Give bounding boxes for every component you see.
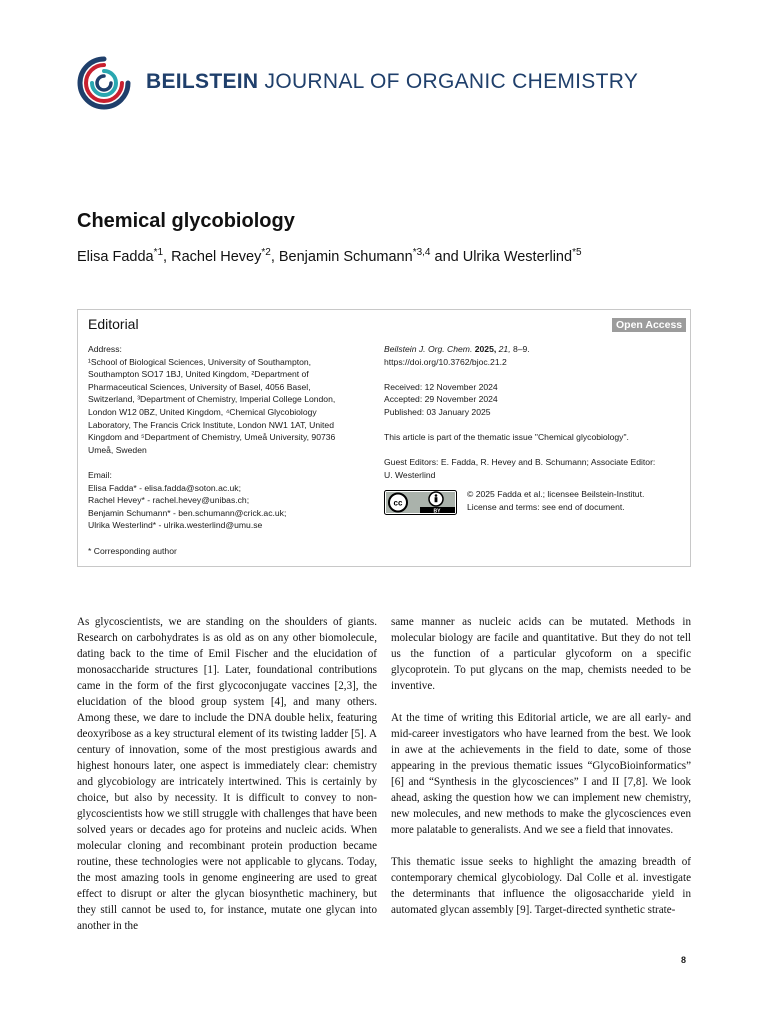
body-paragraph: same manner as nucleic acids can be mutated. Methods in molecular biology are facile and quantitative. But they do not tell us the function of a particular glycoform on a specific glycoprotein. To put glycans on the map, chemists needed to be inventive. [391, 616, 691, 692]
article-type-heading: Editorial [88, 316, 139, 332]
body-column-left [77, 614, 377, 950]
author-name: Ulrika Westerlind [462, 248, 573, 265]
thematic-issue-note: This article is part of the thematic issue "Chemical glycobiology". [384, 432, 629, 443]
address-line: Pharmaceutical Sciences, University of Basel, 4056 Basel, [88, 381, 311, 392]
email-line[interactable]: Rachel Hevey* - rachel.hevey@unibas.ch; [88, 495, 250, 506]
body-paragraph: At the time of writing this Editorial article, we are all early- and mid-career investigators who have learned from the best. We look in awe at the achievements in the field to date, some of those appearing in the previous thematic issues “GlycoBioinformatics” [6] and “Synthesis in the glycosciences” I and II [7,8]. We look ahead, asking the question how we can implement new chemistry, new molecules, and new methods to make the glycosciences even more palatable to generalists. And we see a field that innovates. [391, 712, 691, 836]
license-text: © 2025 Fadda et al.; licensee Beilstein-Institut. License and terms: see end of document. [467, 489, 645, 512]
cc-by-license-icon [384, 490, 457, 515]
article-title: Chemical glycobiology [77, 210, 295, 232]
author-list: Elisa Fadda$^{*1}$, Rachel Hevey$^{*2}$, Benjamin Schumann$^{*3,4}$ and Ulrika Westerlind$^{*5}$ [77, 247, 582, 265]
address-block: Address: ¹School of Biological Sciences, University of Southampton, Southampton SO17 1BJ, United Kingdom, ²Department of Pharmaceutical Sciences, University of Basel, 4056 Basel, Switzerland, ³Department of Chemistry, Imperial College London, London W12 0BZ, United Kingdom, ⁴Chemical Glycobiology Laboratory, The Francis Crick Institute, London NW1 1AT, United Kingdom and ⁵Department of Chemistry, Umeå University, 90736 Umeå, Sweden Email: Elisa Fadda* - elisa.fadda@soton.ac.uk; Rachel Hevey* - rachel.hevey@unibas.ch; Benjamin Schumann* - ben.schumann@crick.ac.uk; Ulrika Westerlind* - ulrika.westerlind@umu.se * Corresponding author [88, 343, 368, 557]
journal-title: BEILSTEIN JOURNAL OF ORGANIC CHEMISTRY [146, 70, 639, 93]
author-name: Rachel Hevey [171, 248, 262, 265]
svg-text:BY: BY [433, 508, 441, 515]
citation-block [384, 343, 684, 482]
body-column-right [391, 614, 691, 934]
page-number: 8 [681, 955, 687, 965]
accepted-date: Accepted: 29 November 2024 [384, 394, 498, 405]
address-line: London W12 0BZ, United Kingdom, ⁴Chemical Glycobiology [88, 406, 317, 417]
author-name: Elisa Fadda [77, 248, 154, 265]
email-line[interactable]: Benjamin Schumann* - ben.schumann@crick.ac.uk; [88, 507, 287, 518]
guest-editors: U. Westerlind [384, 469, 436, 480]
body-paragraph: This thematic issue seeks to highlight the amazing breadth of contemporary chemical glycobiology. Dal Colle et al. investigate the determinants that influence the oligosaccharide yield in automated glycan assembly [9]. Target-directed synthetic strate- [391, 856, 691, 916]
received-date: Received: 12 November 2024 [384, 381, 498, 392]
citation-line: Beilstein J. Org. Chem. 2025, 21, 8–9. [384, 344, 530, 354]
published-date: Published: 03 January 2025 [384, 406, 491, 417]
address-line: Switzerland, ³Department of Chemistry, Imperial College London, [88, 394, 336, 405]
address-line: Laboratory, The Francis Crick Institute, London NW1 1AT, United [88, 419, 334, 430]
beilstein-logo-icon [76, 55, 132, 111]
address-line: Southampton SO17 1BJ, United Kingdom, ²Department of [88, 369, 309, 380]
address-line: ¹School of Biological Sciences, University of Southampton, [88, 356, 312, 367]
author-name: Benjamin Schumann [278, 248, 413, 265]
svg-text:cc: cc [393, 498, 403, 508]
email-line[interactable]: Elisa Fadda* - elisa.fadda@soton.ac.uk; [88, 482, 241, 493]
guest-editors: Guest Editors: E. Fadda, R. Hevey and B. Schumann; Associate Editor: [384, 457, 656, 468]
corresponding-note: * Corresponding author [88, 545, 177, 556]
email-line[interactable]: Ulrika Westerlind* - ulrika.westerlind@umu.se [88, 520, 263, 531]
body-paragraph: As glycoscientists, we are standing on the shoulders of giants. Research on carbohydrates is as old as on any other biomolecule, dating back to the time of Emil Fischer and the elucidation of monosaccharide structures [1]. Later, foundational contributions came in the form of the first glycoconjugate vaccines [2,3], the elucidation of the blood group system [4], and many others. Among these, we dare to include the DNA double helix, featuring deoxyribose as a key structural element of its twisting ladder [5]. A century of innovation, some of the most prestigious awards and highest honours later, one aspect is immediately clear: chemistry and glycobiology are intricately intertwined. This is certainly by choice, but also by necessity. It is difficult to convey to non-glycoscientists how we still struggle with challenges that have been solved years or decades ago for proteins and nucleic acids. When molecular cloning and recombinant protein production became routine, these technologies were not applicable to glycans. Today, the most amazing tools in genome engineering are used to great effect to disrupt or alter the glycan biosynthetic machinery, but they still cannot be used to, for instance, mutate one glycan into another in the [77, 616, 377, 932]
address-line: Kingdom and ⁵Department of Chemistry, Umeå University, 90736 [88, 432, 336, 443]
open-access-badge: Open Access [612, 318, 686, 332]
address-line: Umeå, Sweden [88, 444, 147, 455]
doi-link[interactable]: https://doi.org/10.3762/bjoc.21.2 [384, 356, 507, 367]
